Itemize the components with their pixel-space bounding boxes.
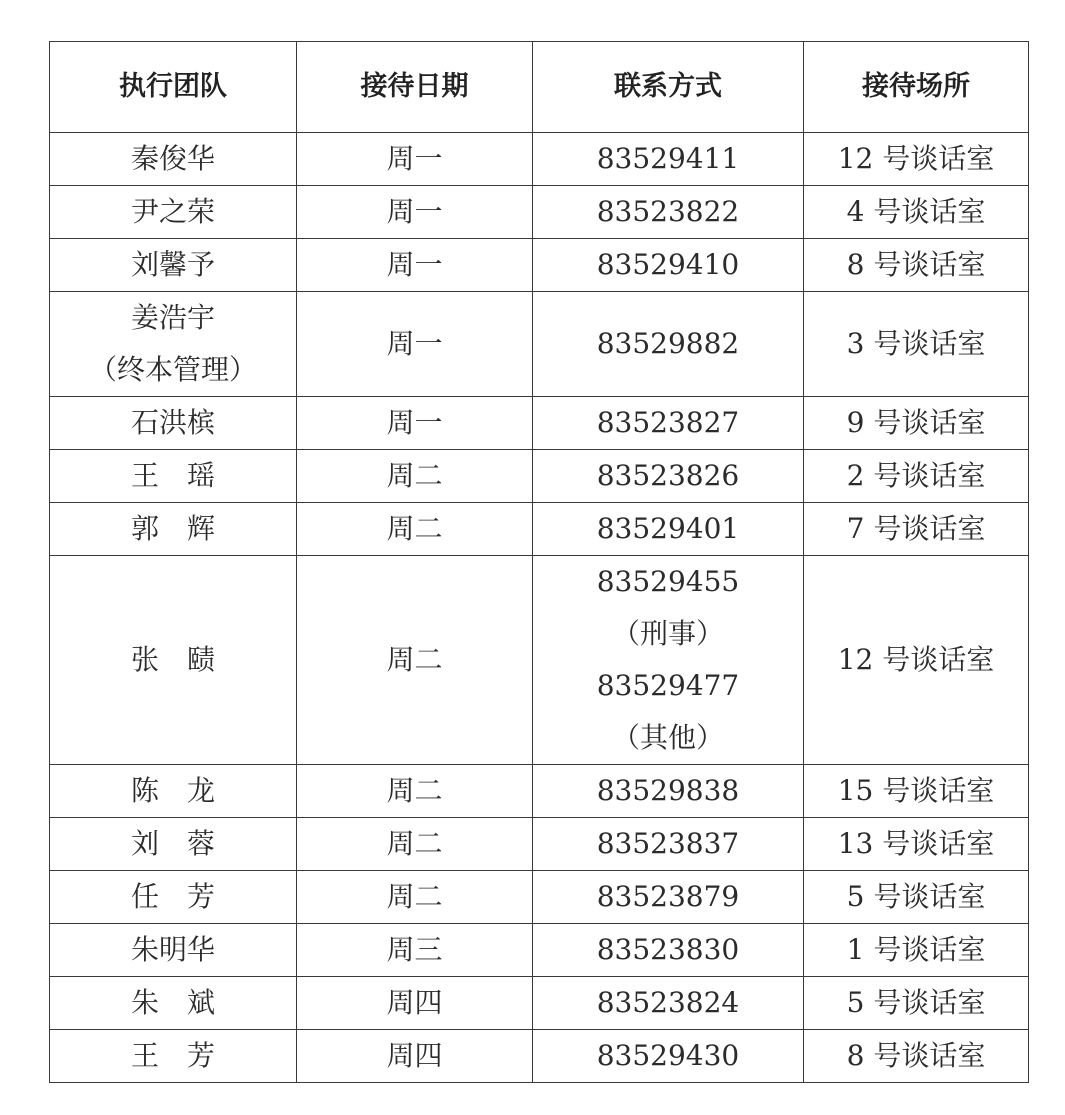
contact-cell-line: 83529430 [596,1039,740,1072]
contact-cell-line: 83523826 [596,459,740,492]
location-cell: 5 号谈话室 [804,871,1029,924]
team-cell [50,1030,297,1083]
contact-cell-line: （刑事） [611,617,724,650]
location-cell: 13 号谈话室 [804,818,1029,871]
table-row [50,556,1029,765]
date-cell: 周二 [297,556,533,765]
team-cell [50,503,297,556]
team-cell [50,397,297,450]
contact-cell-line: 83523827 [596,406,740,439]
contact-cell [533,503,804,556]
table-body [50,133,1029,1083]
contact-cell-line: 83523837 [596,827,740,860]
table-row [50,503,1029,556]
contact-cell-line: 83523830 [596,933,740,966]
date-cell: 周三 [297,924,533,977]
team-cell-line: 刘 蓉 [130,827,215,860]
table-row [50,292,1029,397]
team-cell [50,818,297,871]
location-cell: 3 号谈话室 [804,292,1029,397]
contact-cell [533,871,804,924]
date-cell: 周四 [297,977,533,1030]
team-cell [50,871,297,924]
location-cell: 8 号谈话室 [804,1030,1029,1083]
contact-cell-line: 83529882 [596,327,740,360]
date-cell: 周一 [297,239,533,292]
contact-cell [533,1030,804,1083]
contact-cell-line: 83523822 [596,195,740,228]
team-cell-line: 任 芳 [130,880,215,913]
team-cell-line: 张 赜 [130,643,215,676]
table-header [50,42,1029,133]
location-cell: 1 号谈话室 [804,924,1029,977]
team-cell [50,450,297,503]
location-cell: 15 号谈话室 [804,765,1029,818]
contact-cell-line: 83529838 [596,774,740,807]
table-row [50,871,1029,924]
team-cell-line: 朱明华 [130,933,215,966]
contact-cell [533,133,804,186]
header-row [50,42,1029,133]
location-cell: 7 号谈话室 [804,503,1029,556]
table-row [50,1030,1029,1083]
contact-cell [533,924,804,977]
contact-cell [533,292,804,397]
team-cell [50,556,297,765]
contact-cell [533,239,804,292]
team-cell [50,924,297,977]
date-cell: 周二 [297,450,533,503]
date-cell: 周四 [297,1030,533,1083]
table-row [50,977,1029,1030]
contact-cell-line: （其他） [611,721,724,754]
team-cell-line: 石洪槟 [130,406,215,439]
table-row [50,924,1029,977]
team-cell-line: （终本管理） [88,353,257,386]
table-row [50,818,1029,871]
team-cell [50,186,297,239]
team-cell [50,292,297,397]
team-cell-line: 郭 辉 [130,512,215,545]
table-row [50,186,1029,239]
contact-cell-line: 83529401 [596,512,740,545]
team-cell [50,977,297,1030]
date-cell: 周二 [297,818,533,871]
team-cell-line: 王 芳 [130,1039,215,1072]
location-cell: 12 号谈话室 [804,556,1029,765]
contact-cell-line: 83529411 [596,142,740,175]
contact-cell-line: 83529455 [596,565,740,598]
table-row [50,133,1029,186]
contact-cell [533,450,804,503]
contact-cell-line: 83523879 [596,880,740,913]
date-cell: 周一 [297,397,533,450]
location-cell: 5 号谈话室 [804,977,1029,1030]
contact-cell [533,186,804,239]
location-cell: 2 号谈话室 [804,450,1029,503]
location-cell: 12 号谈话室 [804,133,1029,186]
contact-cell [533,397,804,450]
team-cell-line: 尹之荣 [130,195,215,228]
contact-cell [533,765,804,818]
date-cell: 周二 [297,765,533,818]
team-cell [50,765,297,818]
team-cell [50,239,297,292]
date-cell: 周二 [297,503,533,556]
team-cell-line: 秦俊华 [130,142,215,175]
table-row [50,450,1029,503]
location-cell: 4 号谈话室 [804,186,1029,239]
team-cell-line: 刘馨予 [130,248,215,281]
header-team: 执行团队 [50,42,297,133]
contact-cell [533,818,804,871]
header-location: 接待场所 [804,42,1029,133]
header-contact: 联系方式 [533,42,804,133]
header-date: 接待日期 [297,42,533,133]
date-cell: 周一 [297,133,533,186]
contact-cell-line: 83529410 [596,248,740,281]
reception-schedule-table [49,41,1029,1083]
table-row [50,765,1029,818]
table-row [50,397,1029,450]
team-cell-line: 王 瑶 [130,459,215,492]
location-cell: 9 号谈话室 [804,397,1029,450]
location-cell: 8 号谈话室 [804,239,1029,292]
contact-cell-line: 83523824 [596,986,740,1019]
table-row [50,239,1029,292]
team-cell [50,133,297,186]
date-cell: 周一 [297,186,533,239]
contact-cell-line: 83529477 [596,669,740,702]
team-cell-line: 朱 斌 [130,986,215,1019]
contact-cell [533,556,804,765]
contact-cell [533,977,804,1030]
team-cell-line: 陈 龙 [130,774,215,807]
date-cell: 周二 [297,871,533,924]
team-cell-line: 姜浩宇 [130,301,215,334]
date-cell: 周一 [297,292,533,397]
